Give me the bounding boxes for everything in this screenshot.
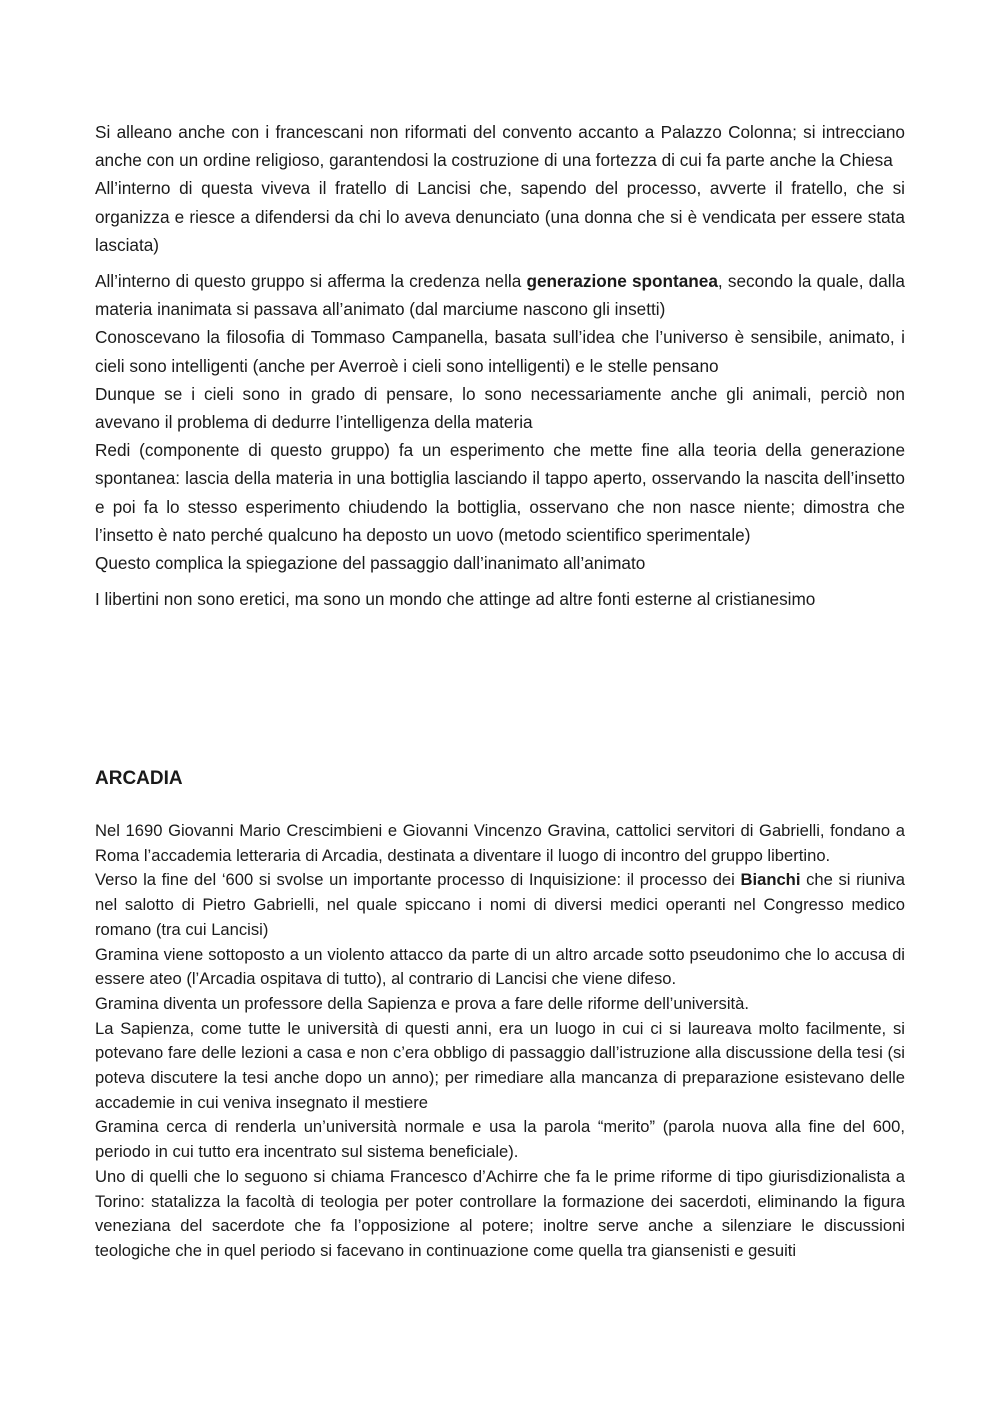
paragraph [95, 868, 905, 942]
section-heading: ARCADIA [95, 768, 183, 789]
bold-term: generazione spontanea [526, 271, 718, 292]
text-run: All’interno di questo gruppo si afferma la credenza nella [95, 271, 527, 292]
paragraph: La Sapienza, come tutte le università di questi anni, era un luogo in cui ci si laureava molto facilmente, si potevano fare delle lezioni a casa e non c’era obbligo di passaggio dall’istruzione alla discussione della tesi (si poteva discutere la tesi anche dopo un anno); per rimediare alla mancanza di preparazione esistevano delle accademie in cui veniva insegnato il mestiere [95, 1018, 905, 1112]
section-libertini [95, 118, 905, 613]
paragraph: Gramina viene sottoposto a un violento attacco da parte di un altro arcade sotto pseudonimo che lo accusa di essere ateo (l’Arcadia ospitava di tutto), al contrario di Lancisi che viene difeso. [95, 944, 905, 989]
paragraph: Conoscevano la filosofia di Tommaso Campanella, basata sull’idea che l’universo è sensibile, animato, i cieli sono intelligenti (anche per Averroè i cieli sono intelligenti) e le stelle pensano [95, 327, 905, 376]
text-run: Verso la fine del ‘600 si svolse un importante processo di Inquisizione: il processo dei [95, 870, 741, 890]
paragraph: Gramina cerca di renderla un’università normale e usa la parola “merito” (parola nuova alla fine del 600, periodo in cui tutto era incentrato sul sistema beneficiale). [95, 1117, 905, 1162]
bold-term: Bianchi [740, 870, 801, 890]
paragraph: Si alleano anche con i francescani non riformati del convento accanto a Palazzo Colonna; si intrecciano anche con un ordine religioso, garantendosi la costruzione di una fortezza di cui fa parte anche la Chiesa [95, 122, 905, 171]
paragraph: Gramina diventa un professore della Sapienza e prova a fare delle riforme dell’università. [95, 993, 749, 1013]
text-run: , secondo la quale, dalla materia inanimata si passava all’animato (dal marciume nascono gli insetti) [95, 271, 905, 320]
paragraph: I libertini non sono eretici, ma sono un mondo che attinge ad altre fonti esterne al cristianesimo [95, 589, 816, 610]
paragraph [95, 267, 905, 323]
paragraph: Uno di quelli che lo seguono si chiama Francesco d’Achirre che fa le prime riforme di tipo giurisdizionalista a Torino: statalizza la facoltà di teologia per poter controllare la formazione dei sacerdoti, eliminando la figura veneziana del sacerdote che fa l’opposizione al potere; inoltre serve anche a silenziare le discussioni teologiche che in quel periodo si facevano in continuazione come quella tra giansenisti e gesuiti [95, 1166, 905, 1260]
paragraph: All’interno di questa viveva il fratello di Lancisi che, sapendo del processo, avverte il fratello, che si organizza e riesce a difendersi da chi lo aveva denunciato (una donna che si è vendicata per essere stata lasciata) [95, 178, 905, 255]
paragraph: Nel 1690 Giovanni Mario Crescimbieni e Giovanni Vincenzo Gravina, cattolici servitori di Gabrielli, fondano a Roma l’accademia letteraria di Arcadia, destinata a diventare il luogo di incontro del gruppo libertino. [95, 821, 905, 865]
paragraph: Questo complica la spiegazione del passaggio dall’inanimato all’animato [95, 553, 646, 574]
text-run: che si riuniva nel salotto di Pietro Gabrielli, nel quale spiccano i nomi di diversi medici operanti nel Congresso medico romano (tra cui Lancisi) [95, 870, 905, 939]
paragraph: Dunque se i cieli sono in grado di pensare, lo sono necessariamente anche gli animali, perciò non avevano il problema di dedurre l’intelligenza della materia [95, 383, 905, 433]
section-arcadia [95, 819, 905, 1264]
paragraph: Redi (componente di questo gruppo) fa un esperimento che mette fine alla teoria della generazione spontanea: lascia della materia in una bottiglia lasciando il tappo aperto, osservando la nascita dell’insetto e poi fa lo stesso esperimento chiudendo la bottiglia, osservano che non nasce niente; dimostra che l’insetto è nato perché qualcuno ha deposto un uovo (metodo scientifico sperimentale) [95, 440, 905, 545]
